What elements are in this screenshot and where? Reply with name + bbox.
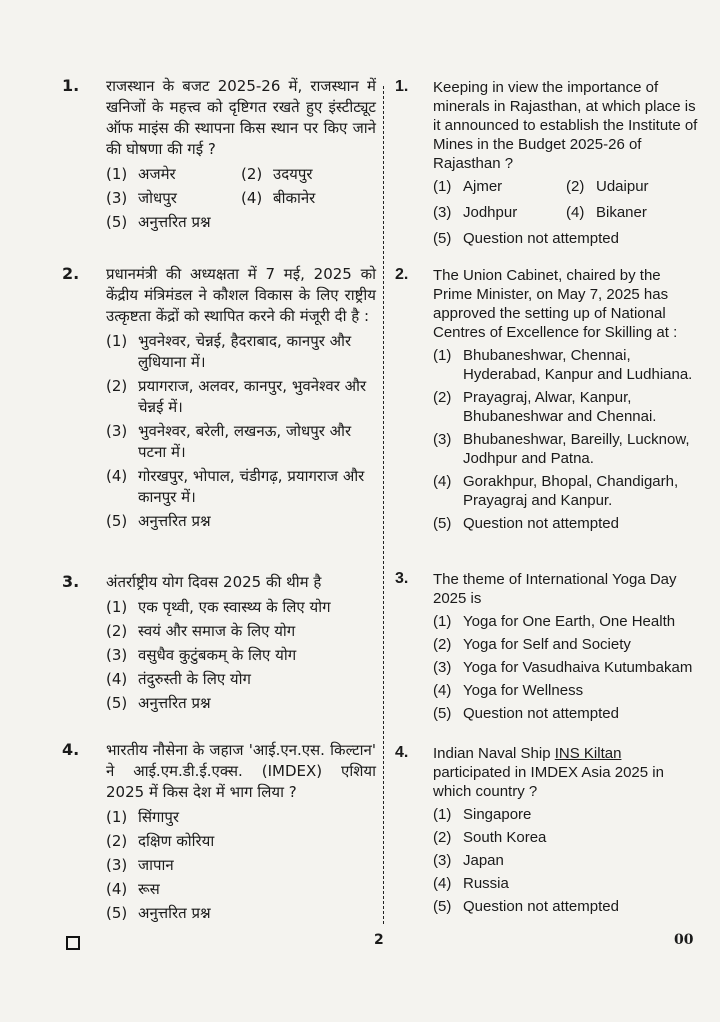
option: (5) अनुत्तरित प्रश्न (106, 694, 211, 712)
question-text: भारतीय नौसेना के जहाज 'आई.एन.एस. किल्टान' ने आई.एम.डी.ई.एक्स. (IMDEX) एशिया 2025 में किस देश में भाग लिया ? (106, 741, 376, 801)
option: (5) अनुत्तरित प्रश्न (106, 512, 211, 530)
option: (1) भुवनेश्वर, चेन्नई, हैदराबाद, कानपुर और लुधियाना में। (106, 332, 352, 371)
english-question-3 (395, 570, 703, 727)
option: (3) जापान (106, 856, 174, 874)
option: (3) Japan (433, 852, 504, 869)
option: (3) Bhubaneshwar, Bareilly, Lucknow, Jodhpur and Patna. (433, 431, 690, 467)
option: (1) Singapore (433, 806, 532, 823)
question-number: 4. (62, 740, 80, 759)
option: (1) अजमेर (106, 165, 176, 183)
option: (1) Bhubaneshwar, Chennai, Hyderabad, Kanpur and Ludhiana. (433, 347, 693, 383)
question-number: 4. (395, 744, 409, 761)
question-number: 1. (62, 76, 80, 95)
options-list (106, 597, 376, 714)
question-text: राजस्थान के बजट 2025-26 में, राजस्थान में खनिजों के महत्त्व को दृष्टिगत रखते हुए इंस्टीट्यूट ऑफ माइंस की स्थापना किस स्थान पर किए जाने की घोषणा की गई ? (106, 77, 376, 158)
question-text: Indian Naval Ship INS Kiltan participated in IMDEX Asia 2025 in which country ? (433, 745, 664, 800)
option: (5) अनुत्तरित प्रश्न (106, 904, 211, 922)
question-number: 3. (395, 570, 409, 587)
options-list (106, 164, 376, 233)
page-number: 2 (374, 932, 384, 948)
option: (5) Question not attempted (433, 705, 619, 722)
column-divider (383, 86, 384, 924)
option: (2) दक्षिण कोरिया (106, 832, 215, 850)
option: (1) Ajmer (433, 178, 503, 195)
question-text: प्रधानमंत्री की अध्यक्षता में 7 मई, 2025 को केंद्रीय मंत्रिमंडल ने कौशल विकास के लिए राष्ट्रीय उत्कृष्टता केंद्रों को स्थापित करने की मंजूरी दी है : (106, 265, 376, 325)
option: (5) Question not attempted (433, 515, 619, 532)
hindi-question-2 (62, 264, 376, 535)
option: (4) Yoga for Wellness (433, 682, 584, 699)
option: (3) Jodhpur (433, 204, 518, 221)
english-question-2 (395, 266, 703, 537)
option: (2) स्वयं और समाज के लिए योग (106, 622, 296, 640)
option: (5) Question not attempted (433, 898, 619, 915)
question-number: 3. (62, 572, 80, 591)
option: (1) एक पृथ्वी, एक स्वास्थ्य के लिए योग (106, 598, 331, 616)
option: (2) Udaipur (566, 178, 649, 195)
option: (4) रूस (106, 880, 160, 898)
options-list (106, 807, 376, 924)
option: (4) Russia (433, 875, 509, 892)
square-marker-icon (66, 936, 80, 950)
option: (4) गोरखपुर, भोपाल, चंडीगढ़, प्रयागराज और कानपुर में। (106, 467, 365, 506)
option: (2) South Korea (433, 829, 547, 846)
booklet-code: 00 (674, 932, 694, 948)
ship-name: INS Kiltan (554, 745, 622, 762)
question-text: अंतर्राष्ट्रीय योग दिवस 2025 की थीम है (106, 573, 322, 591)
question-text: The Union Cabinet, chaired by the Prime Minister, on May 7, 2025 has approved the setting up of National Centres of Excellence for Skilling at : (433, 267, 678, 341)
option: (1) Yoga for One Earth, One Health (433, 613, 676, 630)
english-question-1 (395, 78, 703, 252)
options-list (106, 331, 376, 532)
option: (4) तंदुरुस्ती के लिए योग (106, 670, 251, 688)
option: (3) Yoga for Vasudhaiva Kutumbakam (433, 659, 693, 676)
options-list (433, 177, 703, 248)
hindi-question-3 (62, 572, 376, 717)
option: (1) सिंगापुर (106, 808, 180, 826)
options-list (433, 346, 703, 533)
option: (2) Yoga for Self and Society (433, 636, 631, 653)
hindi-question-1 (62, 76, 376, 236)
option: (2) Prayagraj, Alwar, Kanpur, Bhubaneshwar and Chennai. (433, 389, 657, 425)
question-number: 1. (395, 78, 409, 95)
question-text: The theme of International Yoga Day 2025 is (433, 571, 677, 607)
option: (3) भुवनेश्वर, बरेली, लखनऊ, जोधपुर और पटना में। (106, 422, 352, 461)
question-number: 2. (62, 264, 80, 283)
option: (2) उदयपुर (241, 165, 313, 183)
option: (3) वसुधैव कुटुंबकम् के लिए योग (106, 646, 297, 664)
option: (4) Bikaner (566, 204, 647, 221)
option: (4) बीकानेर (241, 189, 316, 207)
option: (5) अनुत्तरित प्रश्न (106, 213, 211, 231)
english-question-4 (395, 744, 703, 920)
question-text: Keeping in view the importance of minerals in Rajasthan, at which place is it announced to establish the Institute of Mines in the Budget 2025-26 of Rajasthan ? (433, 79, 698, 172)
hindi-question-4 (62, 740, 376, 927)
question-number: 2. (395, 266, 409, 283)
options-list (433, 612, 703, 723)
option: (2) प्रयागराज, अलवर, कानपुर, भुवनेश्वर और चेन्नई में। (106, 377, 367, 416)
option: (5) Question not attempted (433, 230, 619, 247)
option: (4) Gorakhpur, Bhopal, Chandigarh, Prayagraj and Kanpur. (433, 473, 679, 509)
option: (3) जोधपुर (106, 189, 177, 207)
options-list (433, 805, 703, 916)
